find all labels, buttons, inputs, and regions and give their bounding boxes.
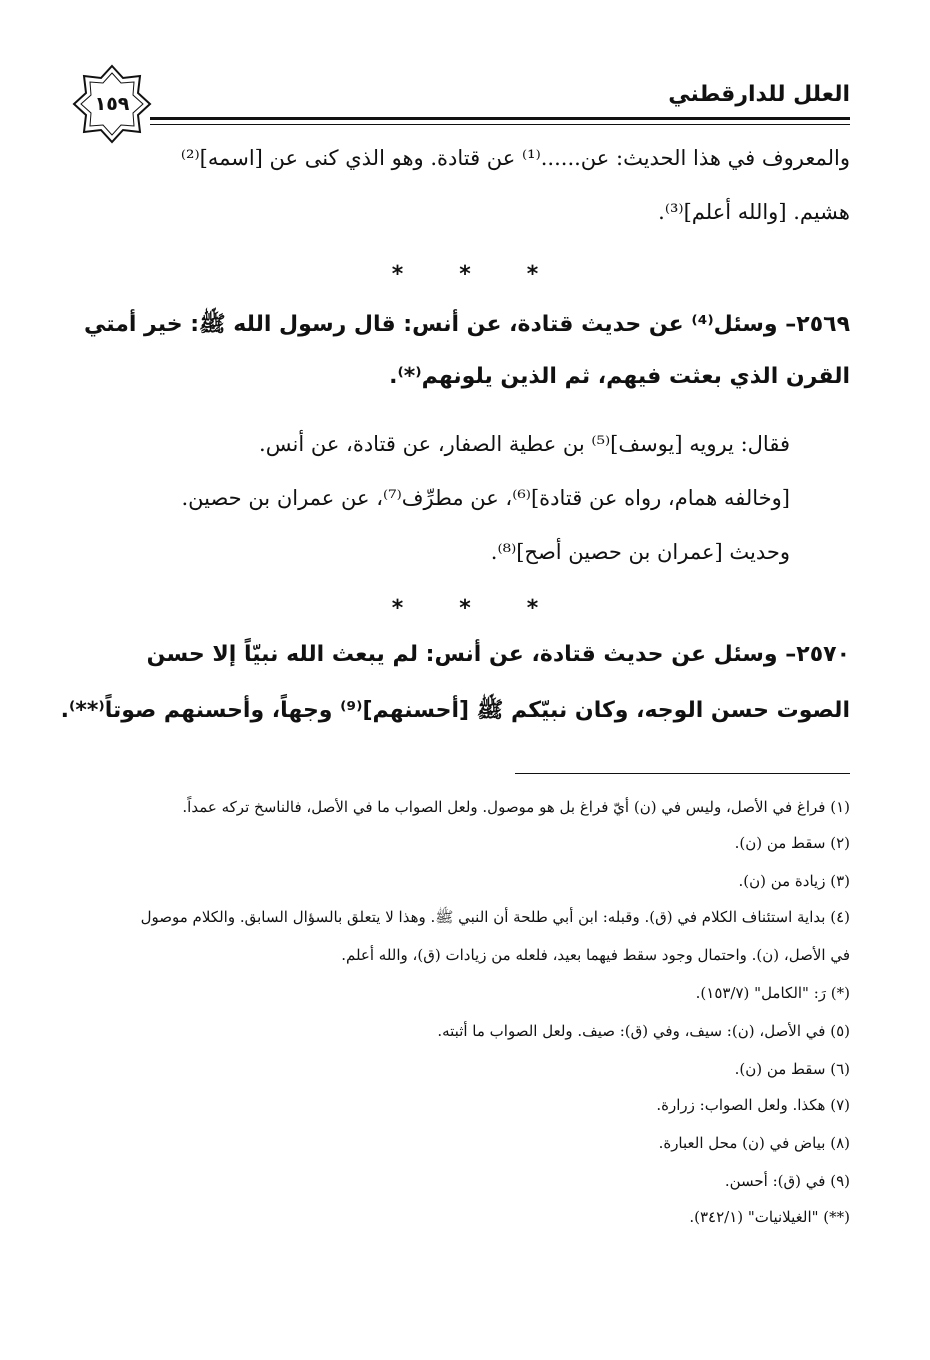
footnote: (*) رَ: "الكامل" (١٥٣/٧). [695,984,850,1002]
answer-line: [وخالفه همام، رواه عن قتادة]⁽⁶⁾، عن مطرِّف⁽⁷⁾، عن عمران بن حصين. [181,486,790,510]
section-separator [0,262,930,287]
header-rule [150,117,850,125]
footnote: (٢) سقط من (ن). [734,834,850,852]
separator-star: * [459,262,471,287]
running-header-title: العلل للدارقطني [668,82,850,107]
question-2569-line: ٢٥٦٩– وسئل⁽⁴⁾ عن حديث قتادة، عن أنس: قال رسول الله ﷺ: خير أمتي [84,312,850,337]
footnote: (٥) في الأصل، (ن): سيف، وفي (ق): صيف. ولعل الصواب ما أثبته. [437,1022,850,1040]
answer-line: فقال: يرويه [يوسف]⁽⁵⁾ بن عطية الصفار، عن قتادة، عن أنس. [259,432,790,456]
footnote: (٩) في (ق): أحسن. [724,1172,850,1190]
separator-star: * [391,596,404,621]
question-2569-line: القرن الذي بعثت فيهم، ثم الذين يلونهم⁽*⁾. [389,364,850,389]
footnote-continuation: في الأصل، (ن). واحتمال وجود سقط فيهما بعيد، فلعله من زيادات (ق)، والله أعلم. [341,946,850,964]
footnote: (٦) سقط من (ن). [734,1060,850,1078]
question-2570-line: ٢٥٧٠– وسئل عن حديث قتادة، عن أنس: لم يبعث الله نبيّاً إلا حسن [146,642,850,667]
footnote: (٤) بداية استئناف الكلام في (ق). وقبله: ابن أبي طلحة أن النبي ﷺ. وهذا لا يتعلق بالسؤال السابق. والكلام موصول [140,908,850,926]
footnote: (١) فراغ في الأصل، وليس في (ن) أيّ فراغ بل هو موصول. ولعل الصواب ما في الأصل، فالناسخ تركه عمداً. [182,798,850,816]
section-separator [0,596,930,621]
footnote: (**) "الغيلانيات" (٣٤٢/١). [689,1208,850,1226]
footnote: (٣) زيادة من (ن). [738,872,850,890]
body-line: والمعروف في هذا الحديث: عن......⁽¹⁾ عن قتادة. وهو الذي كنى عن [اسمه]⁽²⁾ [180,146,850,170]
answer-line: وحديث [عمران بن حصين أصح]⁽⁸⁾. [490,540,790,564]
footnote: (٧) هكذا. ولعل الصواب: زرارة. [656,1096,850,1114]
separator-star: * [391,262,404,287]
separator-star: * [526,596,539,621]
question-2570-line: الصوت حسن الوجه، وكان نبيّكم ﷺ [أحسنهم]⁽⁹⁾ وجهاً، وأحسنهم صوتاً⁽**⁾. [60,698,850,723]
footnote-rule [515,773,850,774]
separator-star: * [526,262,539,287]
page-number: ١٥٩ [94,93,130,115]
separator-star: * [459,596,471,621]
footnote: (٨) بياض في (ن) محل العبارة. [658,1134,850,1152]
body-line: هشيم. [والله أعلم]⁽³⁾. [658,200,850,224]
